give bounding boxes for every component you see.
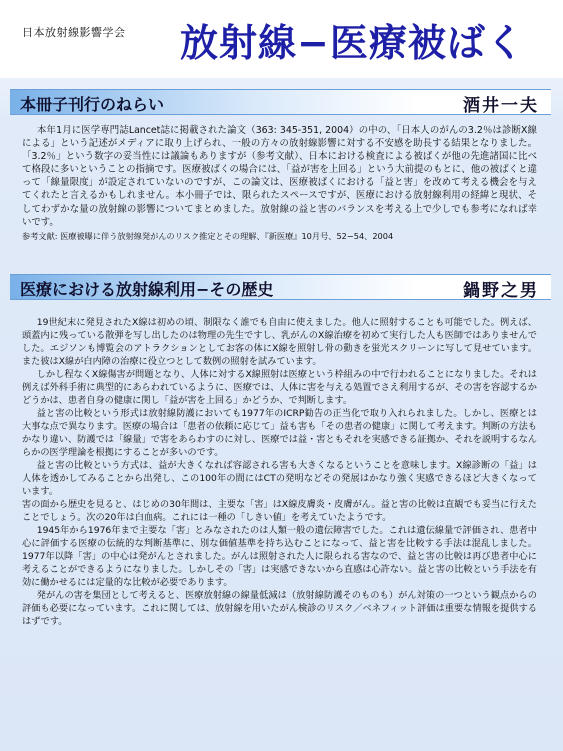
page-title: 放射線−医療被ばく [180, 21, 525, 65]
section-title: 本冊子刊行のねらい [20, 95, 165, 114]
paragraph: 発がんの害を集団として考えると、医療放射線の線量低減は（放射線防護そのものも）がん対策の一つという観点からの評価も必要になっています。これに関しては、放射線を用いたがん検診のリスク／ベネフィット評価は重要な情報を提供するはずです。 [22, 590, 537, 627]
section-body-purpose [22, 124, 537, 242]
section-header-purpose [10, 89, 551, 115]
paragraph: 本年1月に医学専門誌Lancet誌に掲載された論文（363: 345-351, 2004）の中の、「日本人のがんの3.2％は診断X線による」という記述がメディアに取り上げられ、一般の方々の放射線影響に対する不安感を助長する結果となりました。「3.2％」という数字の妥当性には議論もありますが（参考文献）、日本における検査による被ばくが他の先進諸国に比べて格段に多いということの指摘です。医療被ばくの場合には、「益が害を上回る」という大前提のもとに、他の被ばくと違って「線量限度」が設定されていないのですが、この論文は、医療被ばくにおける「益と害」を改めて考える機会を与えてくれたと言えるかもしれません。本小冊子では、限られたスペースですが、医療における放射線利用の経緯と現状、そしてわずかな量の放射線の影響についてまとめました。放射線の益と害のバランスを考える上で少しでも参考になれば幸いです。 [22, 125, 537, 228]
paragraph: 害の面から歴史を見ると、はじめの30年間は、主要な「害」はX線皮膚炎・皮膚がん。益と害の比較は直観でも妥当に行えたことでしょう。次の20年は白血病。これには一種の「しきい値」を考えていたようです。 [22, 499, 537, 523]
section-author: 酒井一夫 [463, 96, 539, 116]
reference: 参考文献: 医療被曝に伴う放射線発がんのリスク推定とその理解、『新医療』10月号、52−54、2004 [22, 230, 394, 241]
section-title: 医療における放射線利用−その歴史 [20, 280, 274, 299]
section-body-history [22, 316, 537, 628]
header [0, 0, 563, 78]
section-author: 鍋野之男 [463, 281, 539, 301]
organization-name: 日本放射線影響学会 [22, 26, 126, 39]
paragraph: 益と害の比較という方式は、益が大きくなれば容認される害も大きくなるということを意味します。X線診断の「益」は人体を透かしてみることから出発し、この100年の間にはCTの発明などその発展はかなり強く実感できるほど大きくなっています。 [22, 460, 537, 497]
paragraph: 1945年から1976年まで主要な「害」とみなされたのは人類一般の遺伝障害でした。これは遺伝線量で評価され、患者中心に評価する医療の伝統的な判断基準に、別な価値基準を持ち込むことになって、益と害を比較する手法は混乱しました。1977年以降「害」の中心は発がんとされました。がんは照射された人に限られる害なので、益と害の比較は再び患者中心に考えることができるようになりました。しかしその「害」は実感できないから直感は心許ない。益と害の比較という手法を有効に働かせるには定量的な比較が必要であります。 [22, 525, 537, 588]
paragraph: 19世紀末に発見されたX線は初めの頃、制限なく誰でも自由に使えました。他人に照射することも可能でした。例えば、頭蓋内に残っている散弾を写し出したのは物理の先生ですし、乳がんのX線治療を初めて実行した人も医師ではありませんでした。エジソンも博覧会のアトラクションとしてお客の体にX線を照射し骨の動きを蛍光スクリーンに写して見せています。また彼はX線が白内障の治療に役立つとして数例の照射を試みています。 [22, 317, 537, 367]
paragraph: しかし程なくX線傷害が問題となり、人体に対するX線照射は医療という枠組みの中で行われることになりました。それは例えば外科手術に典型的にあらわれているように、医療では、人体に害を与える処置でさえ利用するが、その害を容認するかどうかは、患者自身の健康に関し「益が害を上回る」かどうか、で判断します。 [22, 369, 537, 406]
paragraph: 益と害の比較という形式は放射線防護においても1977年のICRP勧告の正当化で取り入れられました。しかし、医療とは大事な点で異なります。医療の場合は「患者の依頼に応じて」益も害も「その患者の健康」に関して考えます。判断の方法もかなり違い、防護では「線量」で害をあらわすのに対し、医療では益・害ともそれを実感できる証拠か、それを説明するなんらかの医学理論を根拠にすることが多いのです。 [22, 408, 537, 458]
section-header-history [10, 274, 551, 300]
